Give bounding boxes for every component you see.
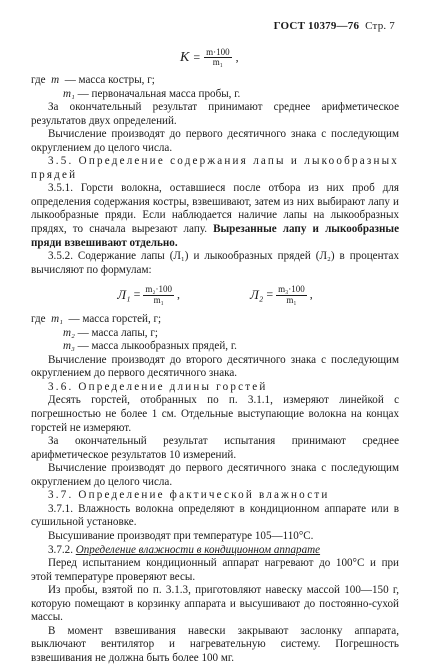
formula-k [180,48,239,68]
formula-denominator: m₁ [212,57,223,68]
definition-line: m₂ — масса лапы, г; [63,326,158,339]
definition-line: где m₁ — масса горстей, г; [31,313,162,326]
paragraph: 3.5.1. Горсти волокна, оставшиеся после отбора из них проб для определения содержания костры, взвешивают, затем из них выбирают лапу и лыкообразные пряди. Если наблюдается наличие лапы на лыкообразных прядях, то сначала вырезают лапу. Вырезанные лапу и лыкообразные пряди взвешивают отдельно. [31,182,399,249]
formula-eq: = [193,50,201,65]
formula-numerator: m·100 [206,47,230,57]
formula-fraction [204,48,232,68]
paragraph: Из пробы, взятой по п. 3.1.3, приготовляют навеску массой 100—150 г, которую помещают в корзинку аппарата и высушивают до постоянно-сухой массы. [31,584,399,624]
paragraph: За окончательный результат принимают среднее арифметическое результатов двух определений. [31,101,399,127]
paragraph: За окончательный результат испытания принимают среднее арифметическое результатов 10 измерений. [31,435,399,461]
formula-row [31,281,399,309]
formula-tail: , [235,50,239,65]
document-body [31,74,399,665]
section-heading: 3.7. Определение фактической влажности [48,489,330,502]
definition-line: где m — масса костры, г; [31,74,155,86]
section-heading: 3.5. Определение содержания лапы и лыкообразных прядей [31,155,399,181]
page-number: Стр. 7 [365,20,395,32]
standard-number: ГОСТ 10379—76 [273,20,360,32]
paragraph: Высушивание производят при температуре 105—110°С. [48,529,314,542]
formula-l2: Л₂ = $\frac{\text{m₃·100}}{\text{m₁}}$ , [250,284,313,305]
definition-line: m₃ — масса лыкообразных прядей, г. [63,340,237,353]
paragraph: 3.5.2. Содержание лапы (Л₁) и лыкообразных прядей (Л₂) в процентах вычисляют по формулам: [31,250,399,276]
definition-line: m₁ — первоначальная масса пробы, г. [63,87,241,100]
paragraph: Перед испытанием кондиционный аппарат нагревают до 100°С и при этой температуре проверяют весы. [31,557,399,583]
paragraph: 3.7.1. Влажность волокна определяют в кондиционном аппарате или в сушильной установке. [31,502,399,529]
subsection-heading: 3.7.2. Определение влажности в кондиционном аппарате [48,543,321,556]
paragraph: Вычисление производят до первого десятичного знака с последующим округлением до целого числа. [31,128,399,154]
paragraph: Вычисление производят до второго десятичного знака с последующим округлением до первого десятичного знака. [31,353,399,380]
paragraph: Вычисление производят до первого десятичного знака с последующим округлением до целого числа. [31,462,399,488]
formula-l1: Л₁ = $\frac{\text{m₂·100}}{\text{m₁}}$ , [117,284,180,305]
paragraph: Десять горстей, отобранных по п. 3.1.1, измеряют линейкой с погрешностью не более 1 см. Отдельные выступающие волокна на концах горстей не измеряют. [31,394,399,434]
formula-lhs: K [180,49,190,65]
section-heading: 3.6. Определение длины горстей [48,380,268,393]
paragraph: В момент взвешивания навески закрывают заслонку аппарата, выключают вентилятор и нагревательную систему. Погрешность взвешивания не должна быть более 100 мг. [31,624,399,664]
page-header [274,20,395,32]
